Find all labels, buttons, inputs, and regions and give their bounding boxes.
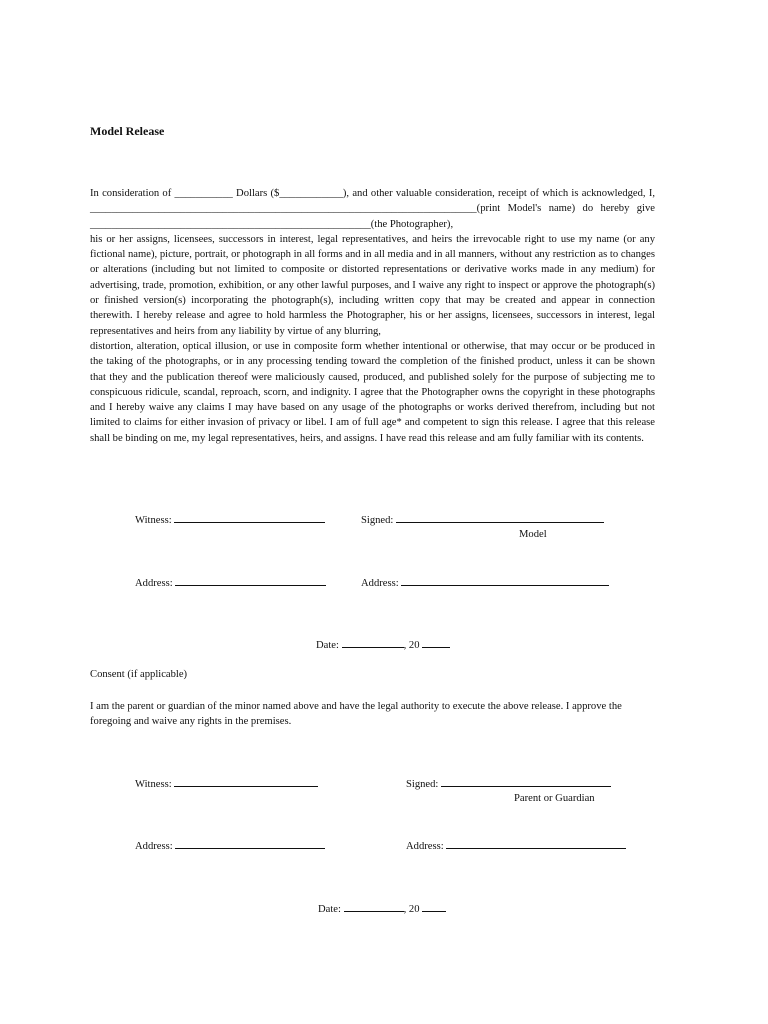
release-body [90,186,655,446]
model-address-left-line[interactable] [175,576,326,586]
guardian-address-left-line[interactable] [175,839,325,849]
model-signed-field [361,513,604,526]
guardian-address-right-field [406,839,626,852]
document-title: Model Release [90,124,165,138]
model-date-year-line[interactable] [422,638,450,648]
guardian-signature-line[interactable] [441,777,611,787]
model-address-left-field [135,576,326,589]
guardian-signed-field [406,777,611,790]
model-signed-label: Signed: [361,515,394,526]
release-paragraph-1: In consideration of ___________ Dollars ($____________), and other valuable consideration, receipt of which is acknowledged, I, _________________________________________________________________________(print Model's name) do hereby give _____________________________________________________(the Photographer), [90,188,655,230]
model-date-year-prefix: , 20 [403,640,420,651]
model-date-label: Date: [316,640,339,651]
guardian-witness-line[interactable] [174,777,318,787]
consent-heading: Consent (if applicable) [90,669,188,680]
guardian-address-left-field [135,839,325,852]
guardian-address-right-line[interactable] [446,839,626,849]
guardian-date-field [318,902,446,915]
model-signature-line[interactable] [396,513,604,523]
guardian-signed-label: Signed: [406,779,439,790]
model-signer-caption: Model [519,529,547,540]
model-address-right-field [361,576,609,589]
guardian-witness-label: Witness: [135,779,172,790]
model-address-right-label: Address: [361,578,399,589]
release-paragraph-2: his or her assigns, licensees, successors in interest, legal representatives, and heirs the irrevocable right to use my name (or any fictional name), picture, portrait, or photograph in all forms and in all media and in all manners, without any restriction as to changes or alterations (including but not limited to composite or distorted representations or derivative works made in any medium) for advertising, trade, promotion, exhibition, or any other lawful purposes, and I waive any right to inspect or approve the photograph(s) or finished version(s) incorporating the photograph(s), including written copy that may be created and appear in connection therewith. I hereby release and agree to hold harmless the Photographer, his or her assigns, licensees, successors in interest, legal representatives and heirs from any liability by virtue of any blurring, [90,233,655,337]
model-address-right-line[interactable] [401,576,609,586]
model-address-left-label: Address: [135,578,173,589]
guardian-signer-caption: Parent or Guardian [514,793,595,804]
model-date-field [316,638,450,651]
guardian-address-left-label: Address: [135,841,173,852]
guardian-date-label: Date: [318,904,341,915]
model-witness-line[interactable] [174,513,325,523]
release-paragraph-3: distortion, alteration, optical illusion, or use in composite form whether intentional or otherwise, that may occur or be produced in the taking of the photographs, or in any processing tending toward the completion of the finished product, unless it can be shown that they and the publication thereof were maliciously caused, produced, and published solely for the purpose of subjecting me to conspicuous ridicule, scandal, reproach, scorn, and indignity. I agree that the Photographer owns the copyright in these photographs and I hereby waive any claims I may have based on any usage of the photographs or works derived therefrom, including but not limited to claims for either invasion of privacy or libel. I am of full age* and competent to sign this release. I agree that this release shall be binding on me, my legal representatives, heirs, and assigns. I have read this release and am fully familiar with its contents. [90,340,655,444]
model-date-line[interactable] [342,638,404,648]
guardian-date-year-prefix: , 20 [403,904,420,915]
consent-text: I am the parent or guardian of the minor named above and have the legal authority to execute the above release. I approve the foregoing and waive any rights in the premises. [90,701,622,728]
guardian-address-right-label: Address: [406,841,444,852]
model-witness-field [135,513,325,526]
guardian-date-line[interactable] [344,902,404,912]
guardian-witness-field [135,777,318,790]
guardian-date-year-line[interactable] [422,902,446,912]
model-witness-label: Witness: [135,515,172,526]
